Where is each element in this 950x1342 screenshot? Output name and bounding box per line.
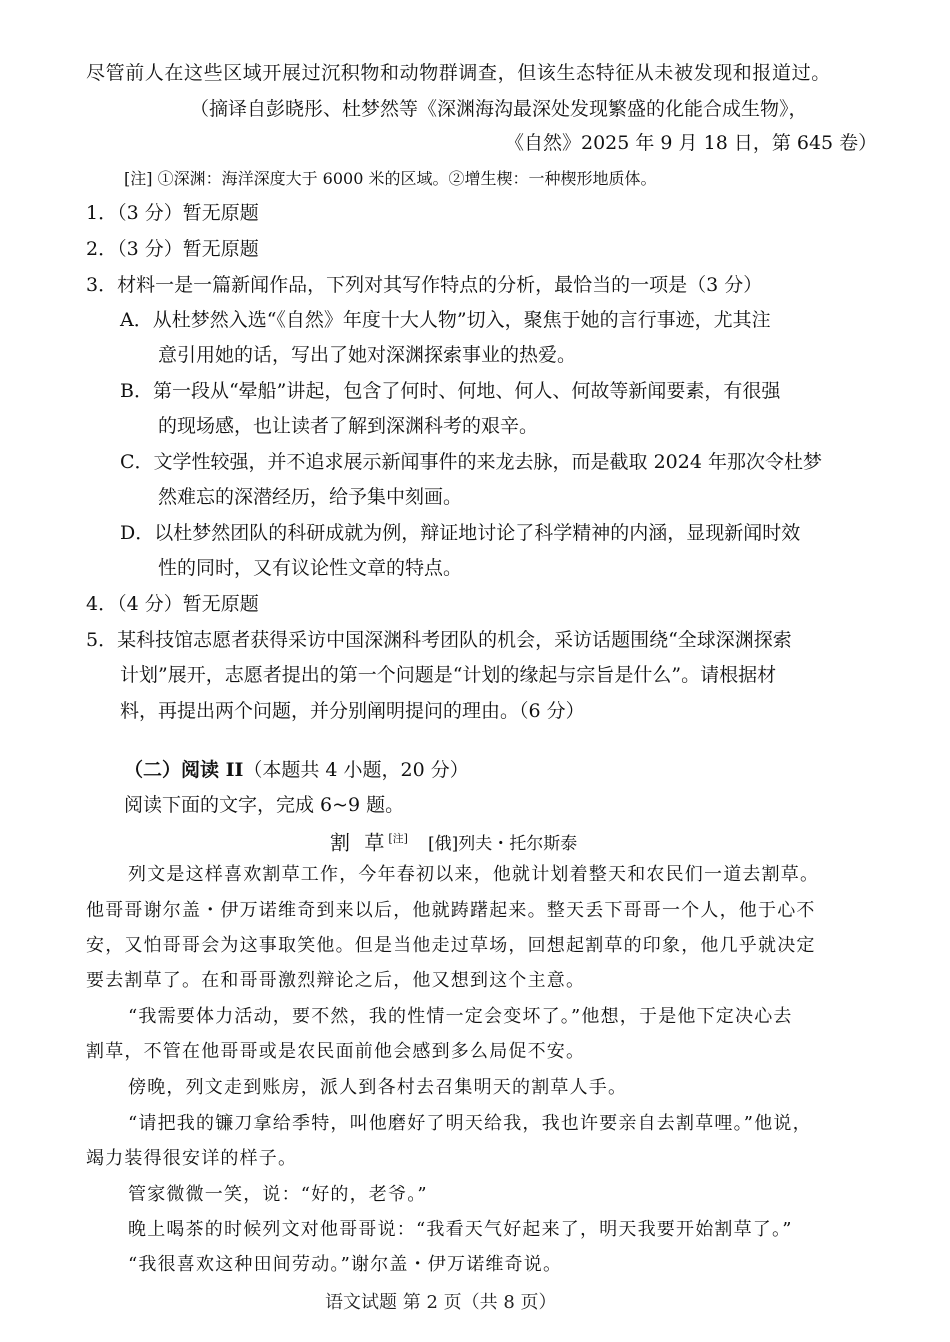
story-p4-line1: “请把我的镰刀拿给季特，叫他磨好了明天给我，我也许要亲自去割草哩。”他说， bbox=[128, 1113, 812, 1134]
story-p3: 傍晚，列文走到账房，派人到各村去召集明天的割草人手。 bbox=[128, 1077, 628, 1098]
story-p7: “我很喜欢这种田间劳动。”谢尔盖・伊万诺维奇说。 bbox=[128, 1254, 563, 1275]
story-p1-line1: 列文是这样喜欢割草工作，今年春初以来，他就计划着整天和农民们一道去割草。 bbox=[128, 864, 820, 885]
question-3-option-d-cont: 性的同时，又有议论性文章的特点。 bbox=[158, 557, 463, 579]
material-last-line: 尽管前人在这些区域开展过沉积物和动物群调查，但该生态特征从未被发现和报道过。 bbox=[86, 62, 831, 84]
question-5-line1: 5．某科技馆志愿者获得采访中国深渊科考团队的机会，采访话题围绕“全球深渊探索 bbox=[86, 629, 792, 651]
question-3-option-c: C．文学性较强，并不追求展示新闻事件的来龙去脉，而是截取 2024 年那次令杜梦 bbox=[120, 451, 822, 473]
question-1: 1．（3 分）暂无原题 bbox=[86, 202, 259, 224]
page-footer bbox=[325, 1284, 625, 1324]
section-heading-label: （二）阅读 II bbox=[124, 759, 244, 781]
question-2: 2．（3 分）暂无原题 bbox=[86, 238, 259, 260]
story-title-line bbox=[330, 824, 577, 859]
page-footer-text: 语文试题 第 2 页（共 8 页） bbox=[325, 1292, 557, 1313]
source-citation-line2: 《自然》2025 年 9 月 18 日，第 645 卷） bbox=[505, 132, 878, 154]
question-5-line2: 计划”展开，志愿者提出的第一个问题是“计划的缘起与宗旨是什么”。请根据材 bbox=[120, 664, 777, 686]
story-title: 割 草 bbox=[330, 830, 389, 855]
question-3-option-c-cont: 然难忘的深潜经历，给予集中刻画。 bbox=[158, 486, 463, 508]
question-3-stem: 3．材料一是一篇新闻作品，下列对其写作特点的分析，最恰当的一项是（3 分） bbox=[86, 274, 763, 296]
story-p5: 管家微微一笑，说：“好的，老爷。” bbox=[128, 1184, 428, 1205]
story-p1-line4: 要去割草了。在和哥哥激烈辩论之后，他又想到这个主意。 bbox=[86, 970, 586, 991]
section-heading-detail: （本题共 4 小题，20 分） bbox=[243, 759, 469, 781]
question-3-option-d: D．以杜梦然团队的科研成就为例，辩证地讨论了科学精神的内涵，显现新闻时效 bbox=[120, 522, 801, 544]
question-4: 4．（4 分）暂无原题 bbox=[86, 593, 259, 615]
story-p1-line3: 安，又怕哥哥会为这事取笑他。但是当他走过草场，回想起割草的印象，他几乎就决定 bbox=[86, 935, 816, 956]
story-title-note-mark: [注] bbox=[388, 832, 408, 845]
section-heading bbox=[124, 755, 469, 785]
story-author: [俄]列夫・托尔斯泰 bbox=[427, 834, 578, 855]
story-p2-line2: 割草，不管在他哥哥或是农民面前他会感到多么局促不安。 bbox=[86, 1041, 586, 1062]
story-p1-line2: 他哥哥谢尔盖・伊万诺维奇到来以后，他就踌躇起来。整天丢下哥哥一个人，他于心不 bbox=[86, 900, 816, 921]
question-3-option-b-cont: 的现场感，也让读者了解到深渊科考的艰辛。 bbox=[158, 415, 539, 437]
question-5-line3: 料，再提出两个问题，并分别阐明提问的理由。（6 分） bbox=[120, 700, 585, 722]
question-3-option-a-cont: 意引用她的话，写出了她对深渊探索事业的热爱。 bbox=[158, 344, 577, 366]
story-p2-line1: “我需要体力活动，要不然，我的性情一定会变坏了。”他想，于是他下定决心去 bbox=[128, 1006, 793, 1027]
story-p6: 晚上喝茶的时候列文对他哥哥说：“我看天气好起来了，明天我要开始割草了。” bbox=[128, 1219, 793, 1240]
reading-instruction: 阅读下面的文字，完成 6~9 题。 bbox=[124, 794, 405, 816]
question-3-option-a: A．从杜梦然入选“《自然》年度十大人物”切入，聚焦于她的言行事迹，尤其注 bbox=[120, 309, 771, 331]
question-3-option-b: B．第一段从“晕船”讲起，包含了何时、何地、何人、何故等新闻要素，有很强 bbox=[120, 380, 781, 402]
story-p4-line2: 竭力装得很安详的样子。 bbox=[86, 1148, 298, 1169]
footnote: [注] ①深渊：海洋深度大于 6000 米的区域。②增生楔：一种楔形地质体。 bbox=[124, 169, 657, 188]
source-citation-line1: （摘译自彭晓彤、杜梦然等《深渊海沟最深处发现繁盛的化能合成生物》， bbox=[190, 98, 808, 120]
